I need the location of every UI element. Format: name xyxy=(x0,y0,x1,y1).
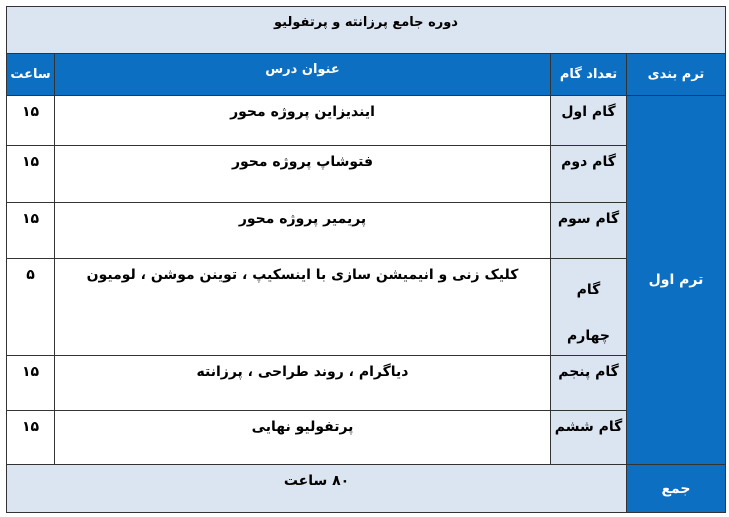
row-1-step: گام اول xyxy=(550,96,626,146)
row-5-course: دیاگرام ، روند طراحی ، پرزانته xyxy=(54,356,550,411)
row-2-step: گام دوم xyxy=(550,146,626,203)
row-2-course: فتوشاپ پروژه محور xyxy=(54,146,550,203)
row-6-course: پرتفولیو نهایی xyxy=(54,411,550,465)
term-cell: ترم اول xyxy=(626,96,726,465)
row-6-step: گام ششم xyxy=(550,411,626,465)
row-3-hours: ۱۵ xyxy=(6,203,54,259)
total-value: ۸۰ ساعت xyxy=(6,465,626,513)
row-4-course: کلیک زنی و انیمیشن سازی با اینسکیپ ، توینن موشن ، لومیون xyxy=(54,259,550,356)
row-6-hours: ۱۵ xyxy=(6,411,54,465)
row-1-course: ایندیزاین پروژه محور xyxy=(54,96,550,146)
header-steps: تعداد گام xyxy=(550,54,626,96)
row-1-hours: ۱۵ xyxy=(6,96,54,146)
row-3-step: گام سوم xyxy=(550,203,626,259)
header-hours: ساعت xyxy=(6,54,54,96)
row-4-hours: ۵ xyxy=(6,259,54,356)
row-2-hours: ۱۵ xyxy=(6,146,54,203)
row-5-step: گام پنجم xyxy=(550,356,626,411)
table-title: دوره جامع پرزانته و پرتفولیو xyxy=(6,6,726,54)
row-3-course: پریمیر پروژه محور xyxy=(54,203,550,259)
header-course: عنوان درس xyxy=(54,54,550,96)
row-4-step: گام چهارم xyxy=(550,259,626,356)
header-term: ترم بندی xyxy=(626,54,726,96)
total-label: جمع xyxy=(626,465,726,513)
row-5-hours: ۱۵ xyxy=(6,356,54,411)
